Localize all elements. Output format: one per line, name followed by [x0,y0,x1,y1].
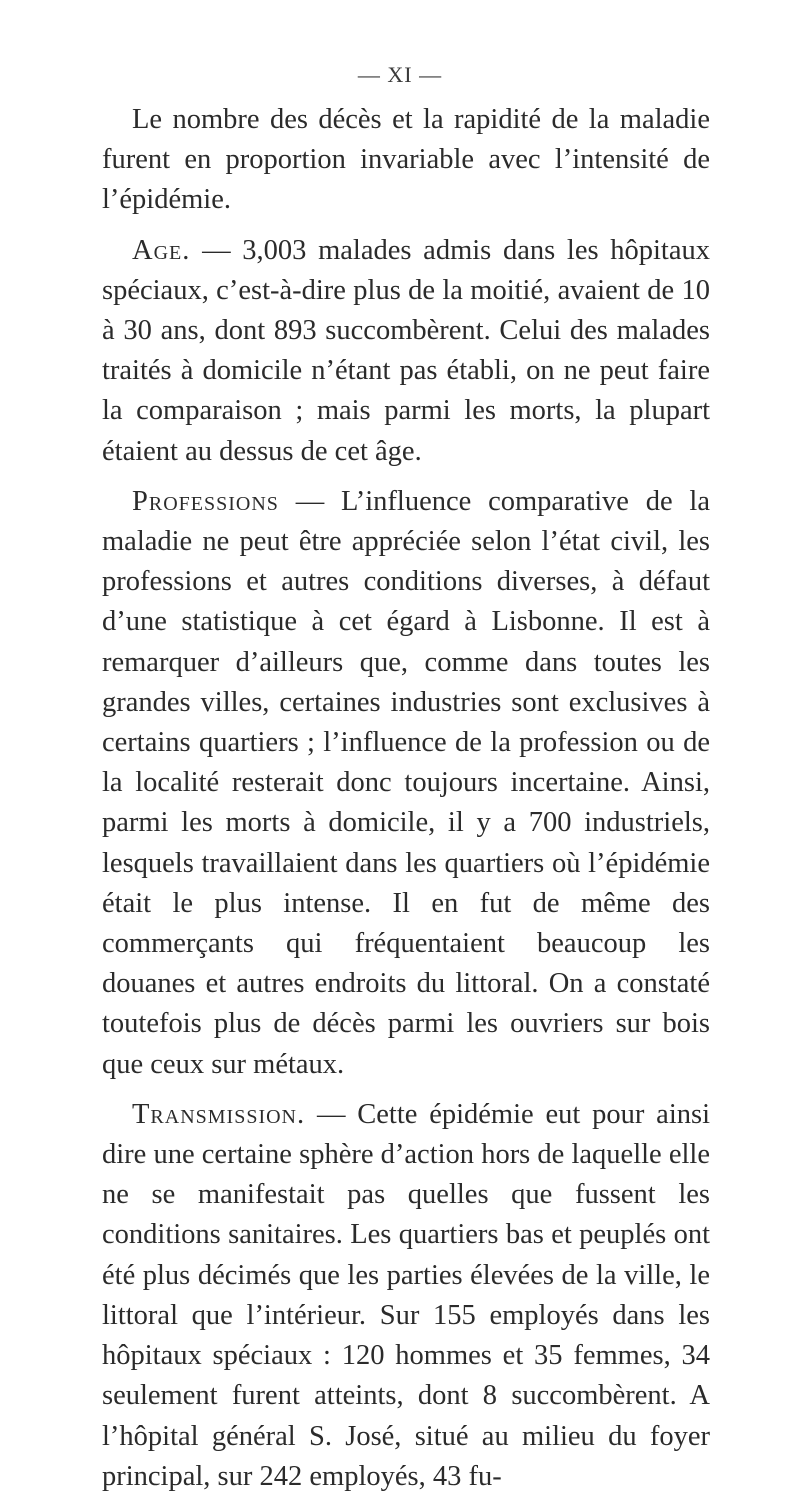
page-number: — XI — [357,62,443,87]
paragraph-text: — 3,003 malades admis dans les hôpitaux spéciaux, c’est-à-dire plus de la moitié, avaient de 10 à 30 ans, dont 893 succombèrent. Celui des malades traités à domicile n’étant pas établi, on ne peut faire la comparaison ; mais parmi les morts, la plupart étaient au dessus de cet âge. [102,234,710,467]
paragraph-text: Le nombre des décès et la rapidité de la maladie furent en proportion invariable avec l’intensité de l’épidémie. [102,104,710,216]
paragraph-transmission [102,1095,710,1497]
section-heading-professions: Professions [132,485,279,517]
paragraph-text: — Cette épidémie eut pour ainsi dire une certaine sphère d’action hors de laquelle elle ne se manifestait pas quelles que fussent les conditions sanitaires. Les quartiers bas et peuplés ont été plus décimés que les parties élevées de la ville, le littoral que l’intérieur. Sur 155 employés dans les hôpitaux spéciaux : 120 hommes et 35 femmes, 34 seulement furent atteints, dont 8 succombèrent. A l’hôpital général S. José, situé au milieu du foyer principal, sur 242 employés, 43 fu- [102,1098,710,1492]
paragraph-age [102,231,710,472]
paragraph-text: — L’influence comparative de la maladie ne peut être appréciée selon l’état civil, les professions et autres conditions diverses, à défaut d’une statistique à cet égard à Lisbonne. Il est à remarquer d’ailleurs que, comme dans toutes les grandes villes, certaines industries sont exclusives à certains quartiers ; l’influence de la profession ou de la localité resterait donc toujours incertaine. Ainsi, parmi les morts à domicile, il y a 700 industriels, lesquels travaillaient dans les quartiers où l’épidémie était le plus intense. Il en fut de même des commerçants qui fréquentaient beaucoup les douanes et autres endroits du littoral. On a constaté toutefois plus de décès parmi les ouvriers sur bois que ceux sur métaux. [102,485,710,1080]
body-text [102,100,710,1507]
paragraph-professions [102,482,710,1085]
paragraph-mortality [102,100,710,221]
section-heading-age: Age. [132,234,191,266]
section-heading-transmission: Transmission. [132,1098,306,1130]
